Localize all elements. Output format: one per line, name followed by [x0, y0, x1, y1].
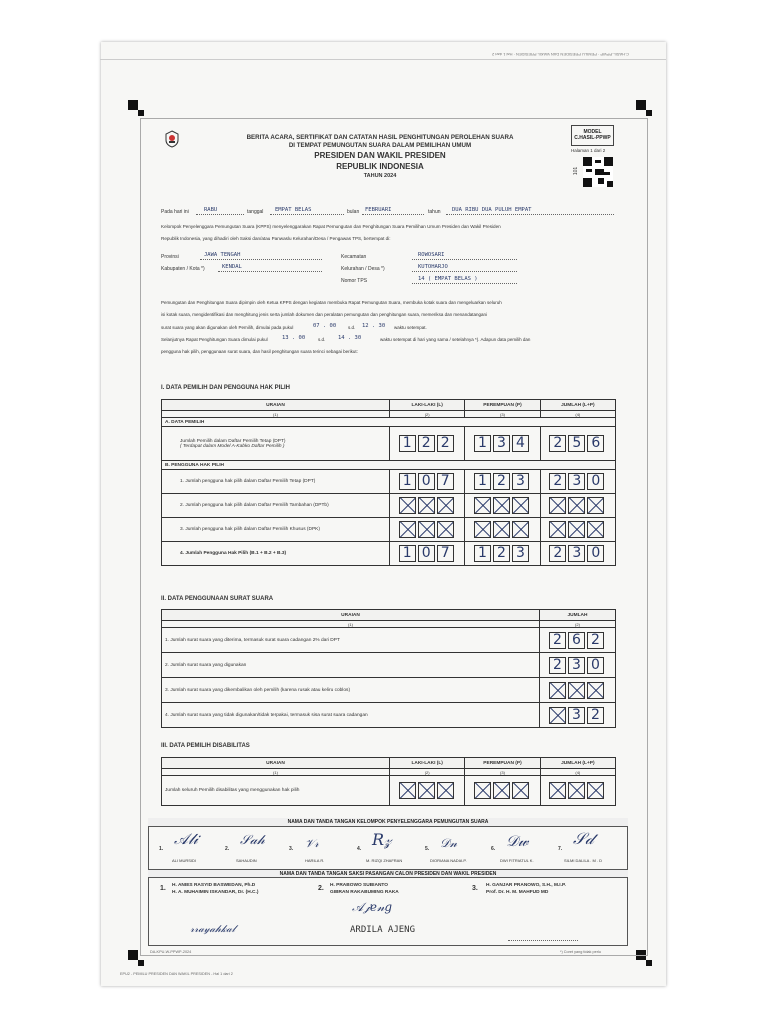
process-line-5: pengguna hak pilih, penggunaan surat suara, dan hasil penghitungan suara terinci sebagai berikut: — [161, 349, 358, 354]
crossed-digit-box — [418, 497, 435, 514]
kecamatan-label: Kecamatan — [341, 254, 367, 260]
table-row — [162, 427, 616, 461]
digit-box: 3 — [568, 707, 585, 724]
crossed-digit-box — [512, 521, 529, 538]
crossed-digit-box — [437, 782, 454, 799]
crossed-digit-box — [474, 497, 491, 514]
kpps-number: 5. — [425, 846, 430, 852]
kpps-name: SILMI DALILA . M . D — [564, 858, 603, 863]
digit-box: 2 — [493, 473, 510, 490]
col-index: (2) — [540, 621, 616, 628]
section-3-title: III. DATA PEMILIH DISABILITAS — [161, 743, 250, 749]
dis-laki — [390, 776, 465, 806]
process-line-3: surat suara yang akan digunakan oleh Pemilih, dimulai pada pukul — [161, 325, 294, 330]
kpps-name: HARILA R. — [305, 858, 325, 863]
signature-scribble: 𝒜𝒿𝑒𝓃𝑔 — [352, 900, 393, 914]
date-value: EMPAT BELAS — [275, 207, 312, 213]
col-laki: LAKI-LAKI (L) — [390, 758, 465, 769]
crossed-digit-box — [549, 521, 566, 538]
digit-box: 7 — [437, 545, 454, 562]
month-value: FEBRUARI — [365, 207, 392, 213]
fill-line — [218, 271, 322, 272]
model-code-box: MODEL C.HASIL-PPWP — [571, 125, 614, 146]
b1-jumlah — [540, 470, 615, 494]
kpps-number: 3. — [289, 846, 294, 852]
b3-jumlah — [540, 518, 615, 542]
kpu-logo-icon — [164, 130, 180, 148]
b2-label: 2. Jumlah pengguna hak pilih dalam Daftar Pemilih Tambahan (DPTb) — [162, 494, 390, 518]
table-row — [162, 542, 616, 566]
saksi-number: 1. — [160, 885, 166, 892]
digit-box: 6 — [587, 435, 604, 452]
form-code-number: 101 — [573, 166, 580, 176]
digit-box: 1 — [399, 545, 416, 562]
digit-box: 2 — [587, 707, 604, 724]
b3-laki — [390, 518, 465, 542]
fill-line — [412, 259, 517, 260]
footer-text: EPU2 - PEMILU PRESIDEN DAN WAKIL PRESIDEN - Hal 1 dari 2 — [120, 972, 233, 976]
ss4-label: 4. Jumlah surat suara yang tidak digunakan/tidak terpakai, termasuk sisa surat suara cadangan — [162, 703, 540, 728]
kabupaten-value: KENDAL — [222, 264, 242, 270]
digit-box: 1 — [474, 473, 491, 490]
saksi-3-line-1: H. GANJAR PRANOWO, S.H., M.I.P. — [486, 883, 566, 888]
ss2-value — [540, 653, 616, 678]
ss3-value — [540, 678, 616, 703]
registration-mark — [128, 950, 138, 960]
saksi-1-line-2: H. A. MUHAIMIN ISKANDAR, Dr. (H.C.) — [172, 890, 259, 895]
process-line-1: Pemungutan dan Penghitungan Suara dipimpin oleh Ketua KPPS dengan kegiatan membuka Rapat Pemungutan Suara, membuka kotak suara dan mengeluarkan seluruh — [161, 300, 502, 305]
kpps-name: DWI FITRIATUL K. — [500, 858, 534, 863]
b4-laki — [390, 542, 465, 566]
kecamatan-value: ROWOSARI — [418, 252, 445, 258]
table-row — [162, 470, 616, 494]
crossed-digit-box — [568, 497, 585, 514]
digit-box: 0 — [587, 657, 604, 674]
kpps-number: 1. — [159, 846, 164, 852]
kpps-signature-title: NAMA DAN TANDA TANGAN KELOMPOK PENYELENGGARA PEMUNGUTAN SUARA — [148, 818, 628, 827]
kabupaten-label: Kabupaten / Kota *) — [161, 266, 205, 272]
fill-line — [270, 214, 344, 215]
digit-box: 3 — [512, 545, 529, 562]
b1-laki — [390, 470, 465, 494]
registration-mark — [128, 100, 138, 110]
section-1-title: I. DATA PEMILIH DAN PENGGUNA HAK PILIH — [161, 385, 290, 391]
process-line-4: Selanjutnya Rapat Penghitungan Suara dimulai pukul — [161, 337, 268, 342]
table-row — [162, 628, 616, 653]
crossed-digit-box — [587, 497, 604, 514]
digit-box: 5 — [568, 435, 585, 452]
fill-line — [196, 214, 244, 215]
crossed-digit-box — [399, 497, 416, 514]
digit-box: 2 — [587, 632, 604, 649]
signature-scribble: 𝒟𝓃 — [440, 836, 457, 850]
dpt-label: Jumlah Pemilih dalam Daftar Pemilih Tetap (DPT) — [180, 438, 286, 444]
digit-box: 1 — [399, 473, 416, 490]
saksi-number: 2. — [318, 885, 324, 892]
crossed-digit-box — [568, 521, 585, 538]
col-jumlah: JUMLAH (L+P) — [540, 400, 615, 411]
col-perempuan: PEREMPUAN (P) — [465, 758, 540, 769]
digit-box: 7 — [437, 473, 454, 490]
b2-jumlah — [540, 494, 615, 518]
provinsi-label: Provinsi — [161, 254, 179, 260]
col-index: (4) — [540, 411, 615, 418]
sd-label-2: s.d. — [318, 337, 326, 342]
crossed-digit-box — [493, 782, 510, 799]
kpps-name: M. RIZQI ZHAFRAN — [366, 858, 403, 863]
col-index: (1) — [162, 769, 390, 776]
digit-box: 3 — [512, 473, 529, 490]
month-label: bulan — [347, 209, 360, 215]
crossed-digit-box — [549, 782, 566, 799]
saksi-2-line-2: GIBRAN RAKABUMING RAKA — [330, 890, 399, 895]
footer-code: DA-KPU-W-PPWP-2024 — [150, 950, 192, 954]
digit-box: 4 — [512, 435, 529, 452]
ss3-label: 3. Jumlah surat suara yang dikembalikan oleh pemilih (karena rusak atau keliru coblos) — [162, 678, 540, 703]
col-perempuan: PEREMPUAN (P) — [465, 400, 540, 411]
saksi-1-line-1: H. ANIES RASYID BASWEDAN, Ph.D — [172, 883, 256, 888]
section-2-title: II. DATA PENGGUNAAN SURAT SUARA — [161, 596, 274, 602]
saksi-signature-title: NAMA DAN TANDA TANGAN SAKSI PASANGAN CALON PRESIDEN DAN WAKIL PRESIDEN — [148, 869, 628, 878]
table-row — [162, 518, 616, 542]
table-row — [162, 494, 616, 518]
title-line-1: BERITA ACARA, SERTIFIKAT DAN CATATAN HASIL PENGHITUNGAN PEROLEHAN SUARA — [246, 134, 514, 141]
col-index: (1) — [162, 411, 390, 418]
digit-box: 1 — [474, 545, 491, 562]
tps-label: Nomor TPS — [341, 278, 368, 284]
title-line-2: DI TEMPAT PEMUNGUTAN SUARA DALAM PEMILIHAN UMUM — [288, 142, 472, 149]
registration-mark — [646, 110, 652, 116]
crossed-digit-box — [474, 521, 491, 538]
digit-box: 2 — [549, 545, 566, 562]
crossed-digit-box — [549, 707, 566, 724]
col-uraian: URAIAN — [162, 758, 390, 769]
b2-perempuan — [465, 494, 540, 518]
digit-box: 3 — [493, 435, 510, 452]
crossed-digit-box — [587, 682, 604, 699]
crossed-digit-box — [512, 497, 529, 514]
saksi-2-line-1: H. PRABOWO SUBIANTO — [330, 883, 389, 888]
voting-end-time: 12 . 30 — [362, 323, 386, 329]
table-row — [162, 653, 616, 678]
col-index: (4) — [540, 769, 615, 776]
col-index: (2) — [390, 411, 465, 418]
col-jumlah: JUMLAH (L+P) — [540, 758, 615, 769]
b3-perempuan — [465, 518, 540, 542]
signature-scribble: 𝒱𝓇 — [305, 837, 319, 850]
registration-mark — [646, 960, 652, 966]
dis-jumlah — [540, 776, 615, 806]
count-end-time: 14 . 30 — [338, 335, 362, 341]
crossed-digit-box — [493, 497, 510, 514]
top-fold-strip — [100, 42, 666, 60]
signature-scribble: 𝒜𝓁𝒾 — [174, 830, 199, 848]
saksi-3-line-2: Prof. Dr. H. M. MAHFUD MD — [486, 890, 549, 895]
signature-scribble: 𝓇𝓇𝒶𝓎𝒶𝒽𝓀𝒶𝓁 — [190, 924, 236, 935]
title-line-3: PRESIDEN DAN WAKIL PRESIDEN — [314, 151, 446, 160]
date-label: tanggal — [247, 209, 264, 215]
digit-box: 2 — [549, 632, 566, 649]
crossed-digit-box — [437, 521, 454, 538]
table-row — [162, 678, 616, 703]
digit-box: 2 — [493, 545, 510, 562]
crossed-digit-box — [568, 782, 585, 799]
day-label: Pada hari ini — [161, 209, 189, 215]
signature-scribble: 𝒮𝒶𝒽 — [240, 833, 265, 848]
ss2-label: 2. Jumlah surat suara yang digunakan — [162, 653, 540, 678]
registration-mark — [138, 110, 144, 116]
title-line-5: TAHUN 2024 — [363, 173, 397, 179]
kelurahan-value: KUTOHARJO — [418, 264, 448, 270]
day-value: RABU — [204, 207, 218, 213]
tps-value: 14 ( EMPAT BELAS ) — [418, 276, 478, 282]
digit-box: 0 — [587, 545, 604, 562]
dis-perempuan — [465, 776, 540, 806]
signature-scribble: 𝒮𝒹 — [573, 829, 594, 848]
dpt-jumlah — [540, 427, 615, 461]
crossed-digit-box — [493, 521, 510, 538]
saksi-number: 3. — [472, 885, 478, 892]
sd-label: s.d. — [348, 325, 356, 330]
col-index: (2) — [390, 769, 465, 776]
digit-box: 0 — [418, 545, 435, 562]
digit-box: 2 — [437, 435, 454, 452]
digit-box: 3 — [568, 657, 585, 674]
kpps-number: 7. — [558, 846, 563, 852]
b4-jumlah — [540, 542, 615, 566]
footnote: *) Coret yang tidak perlu — [560, 950, 601, 954]
time-suffix: waktu setempat. — [394, 325, 427, 330]
kpps-name: SAHAUDIN — [236, 858, 257, 863]
digit-box: 2 — [549, 473, 566, 490]
b1-label: 1. Jumlah pengguna hak pilih dalam Daftar Pemilih Tetap (DPT) — [162, 470, 390, 494]
dpt-sublabel: ( Terdapat dalam Model A-Kabko Daftar Pemilih ) — [180, 443, 285, 449]
digit-box: 1 — [399, 435, 416, 452]
crossed-digit-box — [399, 782, 416, 799]
voting-start-time: 07 . 00 — [313, 323, 337, 329]
kpps-number: 4. — [357, 846, 362, 852]
table-row — [162, 776, 616, 806]
qr-code-icon — [583, 157, 613, 187]
year-value: DUA RIBU DUA PULUH EMPAT — [452, 207, 532, 213]
count-start-time: 13 . 00 — [282, 335, 306, 341]
digit-box: 6 — [568, 632, 585, 649]
page-number: Halaman 1 dari 2 — [571, 148, 606, 153]
col-index: (1) — [162, 621, 540, 628]
fill-line — [412, 283, 517, 284]
col-jumlah: JUMLAH — [540, 610, 616, 621]
b2-laki — [390, 494, 465, 518]
crossed-digit-box — [437, 497, 454, 514]
fill-line — [362, 214, 424, 215]
table-row — [162, 703, 616, 728]
process-line-4b: waktu setempat di hari yang sama / setelahnya *). Adapun data pemilih dan — [380, 337, 531, 342]
kpps-name: ALI MURSIDI — [172, 858, 197, 863]
crossed-digit-box — [512, 782, 529, 799]
ss1-label: 1. Jumlah surat suara yang diterima, termasuk surat suara cadangan 2% dari DPT — [162, 628, 540, 653]
b3-label: 3. Jumlah pengguna hak pilih dalam Daftar Pemilih Khusus (DPK) — [162, 518, 390, 542]
ss1-value — [540, 628, 616, 653]
kpps-name: DIORIANA NADIA P. — [430, 858, 467, 863]
crossed-digit-box — [549, 682, 566, 699]
crossed-digit-box — [418, 782, 435, 799]
b4-perempuan — [465, 542, 540, 566]
disabilitas-label: Jumlah seluruh Pemilih disabilitas yang menggunakan hak pilih — [162, 776, 390, 806]
col-index: (3) — [465, 411, 540, 418]
kelurahan-label: Kelurahan / Desa *) — [341, 266, 385, 272]
group-b-heading: B. PENGGUNA HAK PILIH — [162, 461, 616, 470]
b1-perempuan — [465, 470, 540, 494]
registration-mark — [138, 960, 144, 966]
kpps-number: 6. — [491, 846, 496, 852]
crossed-digit-box — [587, 782, 604, 799]
crossed-digit-box — [587, 521, 604, 538]
year-label: tahun — [428, 209, 441, 215]
digit-box: 3 — [568, 473, 585, 490]
top-edge-text: C.HASIL-PPWP · PEMILU PRESIDEN DAN WAKIL PRESIDEN · Hal 1 dari 2 — [492, 52, 629, 57]
dpt-perempuan — [465, 427, 540, 461]
digit-box: 3 — [568, 545, 585, 562]
crossed-digit-box — [418, 521, 435, 538]
digit-box: 0 — [418, 473, 435, 490]
signature-scribble: 𝑅𝓏 — [372, 830, 392, 849]
col-index: (3) — [465, 769, 540, 776]
crossed-digit-box — [549, 497, 566, 514]
signature-scribble: 𝒟𝓌 — [506, 832, 529, 850]
kpps-number: 2. — [225, 846, 230, 852]
ss4-value — [540, 703, 616, 728]
col-uraian: URAIAN — [162, 610, 540, 621]
digit-box: 2 — [549, 657, 566, 674]
col-laki: LAKI-LAKI (L) — [390, 400, 465, 411]
b4-label: 4. Jumlah Pengguna Hak Pilih (B.1 + B.2 + B.3) — [162, 542, 390, 566]
pemilih-table — [161, 399, 616, 566]
col-uraian: URAIAN — [162, 400, 390, 411]
fill-line — [508, 940, 578, 941]
fill-line — [412, 271, 517, 272]
digit-box: 2 — [418, 435, 435, 452]
intro-paragraph-cont: Republik Indonesia, yang dihadiri oleh Saksi dan/atau Panwaslu Kelurahan/Desa / Pengawas TPS, bertempat di: — [161, 236, 391, 241]
crossed-digit-box — [399, 521, 416, 538]
registration-mark — [636, 100, 646, 110]
crossed-digit-box — [568, 682, 585, 699]
digit-box: 1 — [474, 435, 491, 452]
digit-box: 0 — [587, 473, 604, 490]
process-line-2: isi kotak suara, mengidentifikasi dan menghitung jenis serta jumlah dokumen dan peralatan pemungutan dan penghitungan suara, memeriksa dan menandatangani — [161, 312, 487, 317]
crossed-digit-box — [474, 782, 491, 799]
fill-line — [200, 259, 322, 260]
provinsi-value: JAWA TENGAH — [204, 252, 241, 258]
surat-suara-table — [161, 609, 616, 728]
digit-box: 2 — [549, 435, 566, 452]
dpt-laki — [390, 427, 465, 461]
saksi-2-signer-name: ARDILA AJENG — [350, 925, 416, 935]
group-a-heading: A. DATA PEMILIH — [162, 418, 616, 427]
disabilitas-table — [161, 757, 616, 806]
intro-paragraph: Kelompok Penyelenggara Pemungutan Suara (KPPS) menyelenggarakan Rapat Pemungutan dan Penghitungan Suara Pemilihan Umum Presiden dan Wakil Presiden — [161, 224, 501, 229]
fill-line — [446, 214, 614, 215]
title-line-4: REPUBLIK INDONESIA — [336, 162, 424, 171]
